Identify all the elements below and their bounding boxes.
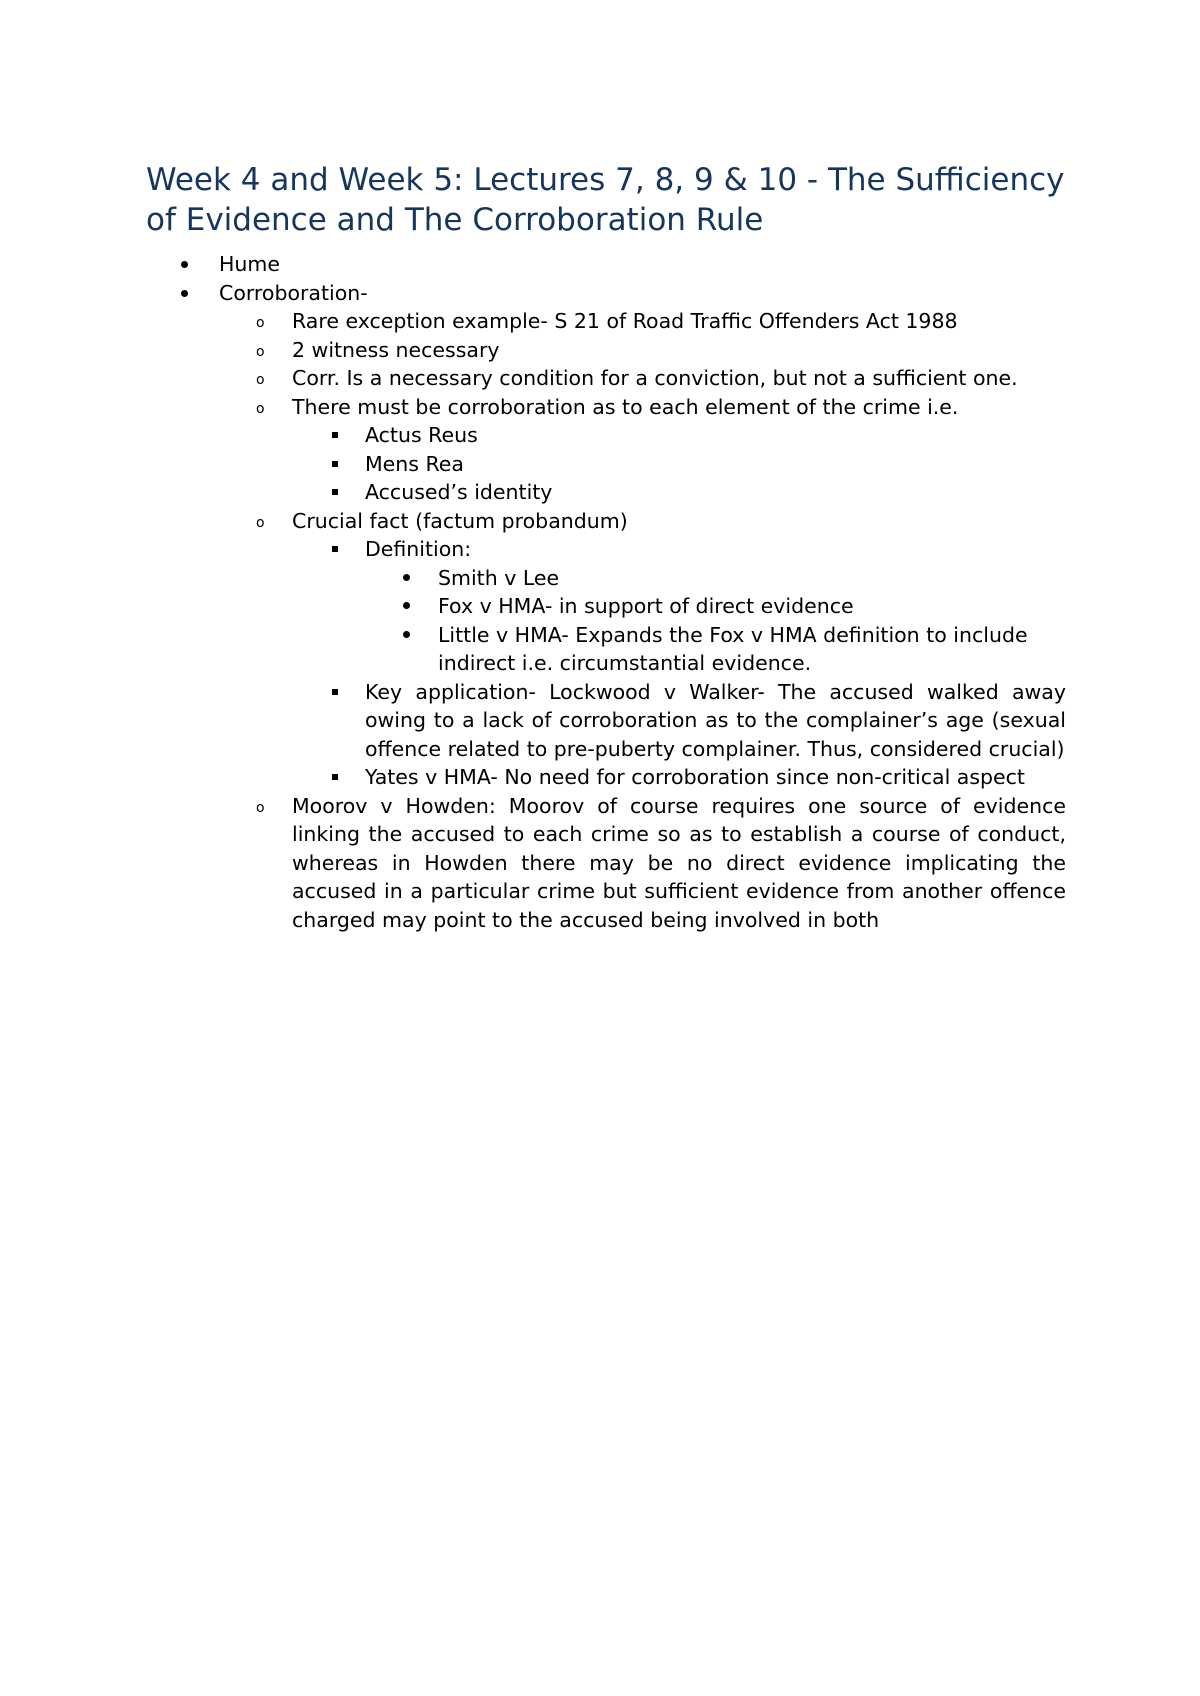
document-title: Week 4 and Week 5: Lectures 7, 8, 9 & 10 - The Sufficiency of Evidence and The Corroboration Rule bbox=[146, 162, 1065, 238]
square-bullet-icon bbox=[332, 546, 338, 552]
circle-bullet-icon: o bbox=[256, 343, 265, 360]
crucial-fact-text: Yates v HMA- No need for corroboration since non-critical aspect bbox=[365, 765, 1025, 789]
square-bullet-icon bbox=[332, 461, 338, 467]
definition-list bbox=[438, 564, 1066, 678]
crucial-fact-list bbox=[365, 535, 1066, 792]
definition-item bbox=[438, 592, 1066, 621]
definition-text: Smith v Lee bbox=[438, 565, 560, 590]
square-bullet-icon bbox=[332, 774, 338, 780]
sub-item bbox=[256, 393, 1066, 422]
bullet-dot-icon bbox=[181, 261, 188, 268]
crucial-fact-item bbox=[365, 678, 1066, 764]
bullet-dot-icon bbox=[403, 602, 410, 609]
corroboration-sublist bbox=[256, 307, 1066, 934]
definition-text: Fox v HMA- in support of direct evidence bbox=[438, 594, 854, 618]
element-item bbox=[365, 478, 1066, 507]
bullet-dot-icon bbox=[403, 631, 410, 638]
circle-bullet-icon: o bbox=[256, 372, 265, 388]
sub-item bbox=[256, 307, 1066, 336]
element-item-text: Accused’s identity bbox=[365, 480, 553, 504]
elements-list bbox=[365, 421, 1066, 507]
square-bullet-icon bbox=[332, 489, 338, 495]
bullet-dot-icon bbox=[181, 290, 188, 297]
sub-item-text: Moorov v Howden: Moorov of course requires one source of evidence linking the accused to each crime so as to establish a course of conduct, whereas in Howden there may be no direct evidence implicating the accused in a particular crime but sufficient evidence from another offence charged may point to the accused being involved in both bbox=[292, 793, 1066, 932]
definition-item bbox=[438, 564, 1066, 593]
sub-item-text: There must be corroboration as to each element of the crime i.e. bbox=[292, 394, 959, 419]
sub-item-text: Corr. Is a necessary condition for a conviction, but not a sufficient one. bbox=[292, 366, 1018, 390]
crucial-fact-item bbox=[365, 535, 1066, 564]
definition-text: Little v HMA- Expands the Fox v HMA definition to include indirect i.e. circumstantial evidence. bbox=[438, 622, 1028, 675]
element-item bbox=[365, 450, 1066, 479]
sub-item bbox=[256, 792, 1066, 935]
circle-bullet-icon: o bbox=[256, 315, 265, 331]
circle-bullet-icon: o bbox=[256, 799, 265, 816]
list-item-corroboration bbox=[146, 279, 1066, 308]
element-item-text: Mens Rea bbox=[365, 451, 464, 476]
sub-item bbox=[256, 364, 1066, 393]
top-level-list bbox=[146, 250, 1066, 307]
definition-item bbox=[438, 621, 1066, 678]
sub-item bbox=[256, 507, 1066, 536]
element-item bbox=[365, 421, 1066, 450]
list-item-text: Corroboration- bbox=[219, 280, 368, 305]
square-bullet-icon bbox=[332, 432, 338, 438]
circle-bullet-icon: o bbox=[256, 400, 265, 417]
element-item-text: Actus Reus bbox=[365, 423, 478, 447]
crucial-fact-item bbox=[365, 763, 1066, 792]
sub-item bbox=[256, 336, 1066, 365]
crucial-fact-text: Definition: bbox=[365, 537, 472, 561]
list-item-hume bbox=[146, 250, 1066, 279]
sub-item-text: Crucial fact (factum probandum) bbox=[292, 508, 628, 533]
notes-body bbox=[146, 250, 1066, 934]
sub-item-text: Rare exception example- S 21 of Road Traffic Offenders Act 1988 bbox=[292, 309, 958, 333]
square-bullet-icon bbox=[332, 689, 338, 695]
crucial-fact-text: Key application- Lockwood v Walker- The accused walked away owing to a lack of corroboration as to the complainer’s age (sexual offence related to pre-puberty complainer. Thus, considered crucial) bbox=[365, 679, 1066, 761]
circle-bullet-icon: o bbox=[256, 514, 265, 531]
bullet-dot-icon bbox=[403, 574, 410, 581]
list-item-text: Hume bbox=[219, 252, 280, 276]
sub-item-text: 2 witness necessary bbox=[292, 337, 500, 362]
